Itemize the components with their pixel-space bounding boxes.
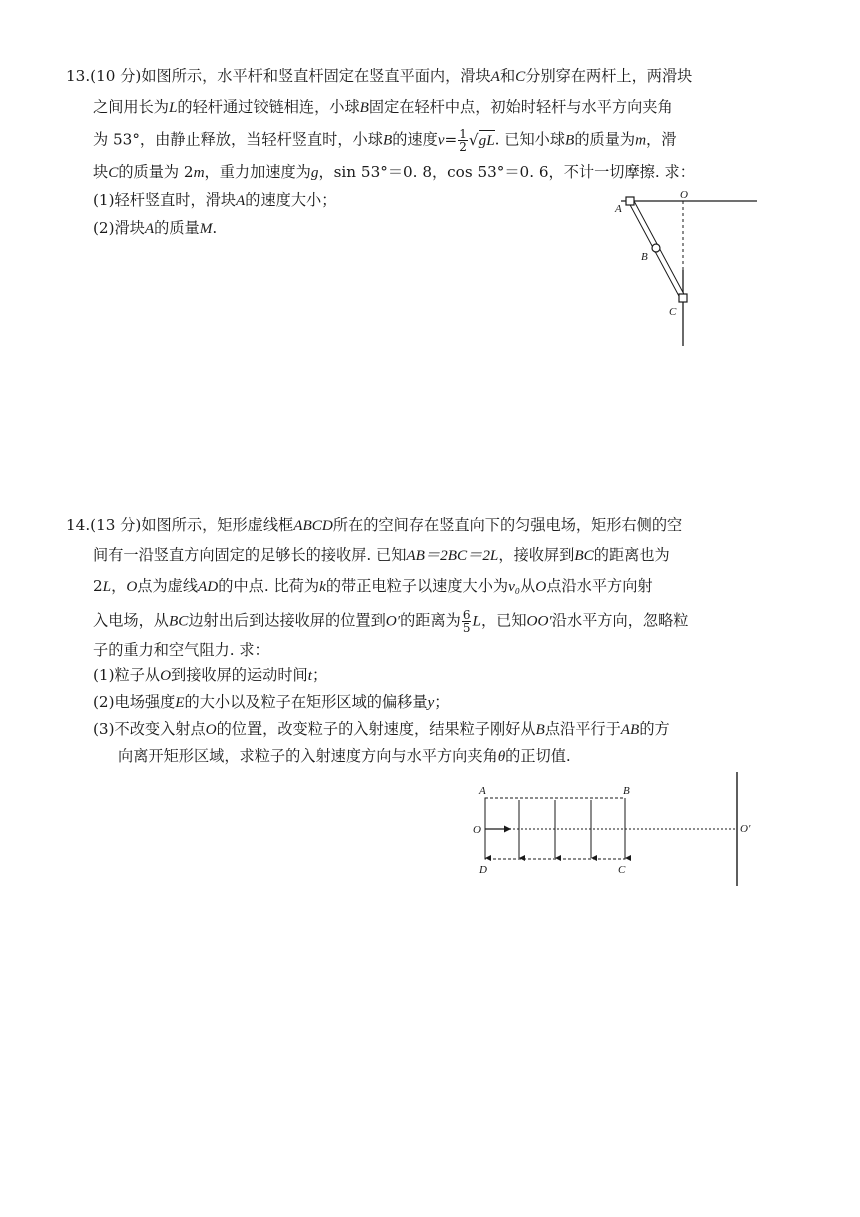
q14-line-2: 间有一沿竖直方向固定的足够长的接收屏. 已知AB＝2BC＝2L，接收屏到BC的距离也为: [93, 546, 670, 564]
q13-subquestion-1: (1)轻杆竖直时，滑块A的速度大小；: [93, 191, 337, 209]
label-B: B: [641, 251, 648, 263]
q14-fraction: $\frac{6}{5}$: [462, 608, 471, 635]
q14-line-5: 子的重力和空气阻力. 求：: [93, 641, 270, 659]
label-D: D: [479, 864, 487, 876]
q13-line-4: 块C的质量为 2m，重力加速度为g，sin 53°＝0. 8，cos 53°＝0. 6，不计一切摩擦. 求：: [93, 163, 695, 181]
q13-line-1: 13.(10 分)如图所示，水平杆和竖直杆固定在竖直平面内，滑块A和C分别穿在两杆上，两滑块: [66, 67, 693, 85]
q14-number: 14.: [66, 516, 91, 534]
q13-subquestion-2: (2)滑块A的质量M.: [93, 219, 218, 237]
label-A: A: [615, 203, 622, 215]
label-C: C: [618, 864, 626, 876]
slider-C: [679, 294, 687, 302]
q14-score: (13 分): [90, 516, 142, 534]
q13-line-3: 为 53°，由静止释放，当轻杆竖直时，小球B的速度v= $\frac{1}{2}$ √gL. 已知小球B的质量为m，滑: [93, 127, 677, 154]
q13-sqrt: √gL: [468, 130, 495, 149]
q13-score: (10 分): [90, 67, 142, 85]
slider-A: [626, 197, 634, 205]
q14-line-1: 14.(13 分)如图所示，矩形虚线框ABCD所在的空间存在竖直向下的匀强电场，矩形右侧的空: [66, 516, 683, 534]
q14-subquestion-1: (1)粒子从O到接收屏的运动时间t；: [93, 666, 328, 684]
label-C: C: [669, 306, 677, 318]
label-O-prime: O′: [740, 823, 751, 835]
q14-subquestion-3-cont: 向离开矩形区域，求粒子的入射速度方向与水平方向夹角θ的正切值.: [118, 747, 571, 765]
q14-subquestion-3: (3)不改变入射点O的位置，改变粒子的入射速度，结果粒子刚好从B点沿平行于AB的方: [93, 720, 670, 738]
q13-fraction: $\frac{1}{2}$: [459, 127, 467, 154]
label-A: A: [479, 785, 486, 797]
q14-subquestion-2: (2)电场强度E的大小以及粒子在矩形区域的偏移量y；: [93, 693, 450, 711]
q14-line-4: 入电场，从BC边射出后到达接收屏的位置到O′的距离为 $\frac{6}{5}$ L，已知OO′沿水平方向，忽略粒: [93, 608, 689, 635]
label-O: O: [680, 189, 688, 201]
ball-B: [652, 244, 660, 252]
label-O: O: [473, 824, 481, 836]
q13-figure: [605, 188, 765, 353]
q14-figure: [465, 770, 765, 890]
label-B: B: [623, 785, 630, 797]
q14-line-3: 2L，O点为虚线AD的中点. 比荷为k的带正电粒子以速度大小为v₀从O点沿水平方向射: [93, 577, 653, 595]
q13-number: 13.: [66, 67, 91, 85]
q13-line-2: 之间用长为L的轻杆通过铰链相连，小球B固定在轻杆中点，初始时轻杆与水平方向夹角: [93, 98, 673, 116]
